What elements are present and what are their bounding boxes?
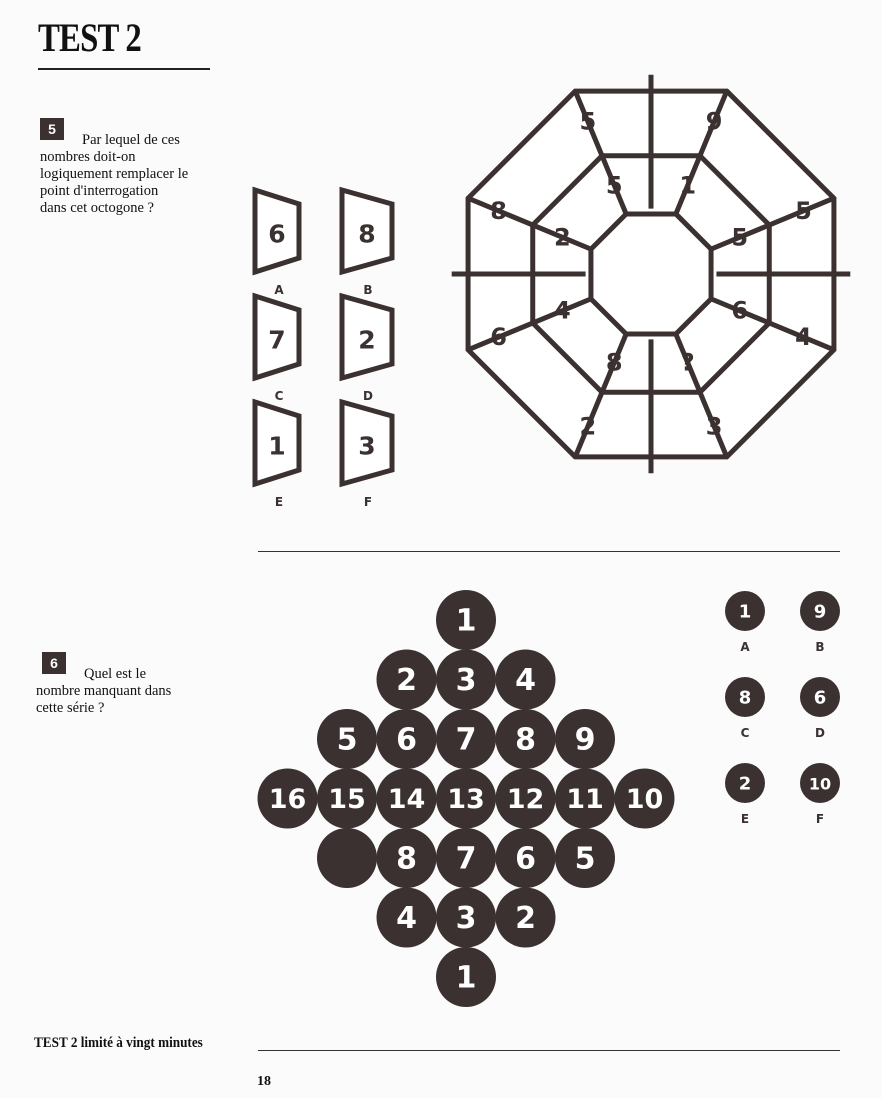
option-d[interactable] [342, 296, 392, 403]
circle-shape [317, 828, 377, 888]
option-e[interactable] [255, 402, 299, 509]
time-limit-label: TEST 2 limité à vingt minutes [34, 1035, 203, 1051]
number-circle [436, 590, 496, 650]
option-value: 2 [738, 773, 752, 795]
octagon-puzzle [452, 75, 851, 474]
octagon-outer-number: 5 [795, 196, 812, 225]
number-circle [436, 947, 496, 1007]
octagon-inner-number: 2 [553, 223, 571, 252]
option-letter: D [815, 726, 825, 740]
number-circle [555, 709, 615, 769]
option-letter: A [274, 283, 284, 297]
number-circle [436, 769, 496, 829]
number-circle [496, 650, 556, 710]
question-6-line: nombre manquant dans [36, 683, 172, 699]
option-value: 7 [268, 325, 286, 355]
number-circle [377, 888, 437, 948]
option-letter: E [740, 812, 750, 826]
page-title: TEST 2 [38, 15, 141, 60]
circle-number: 3 [455, 663, 477, 698]
option-d[interactable] [800, 677, 840, 740]
option-value: 8 [358, 219, 376, 249]
option-letter: A [740, 640, 750, 654]
option-letter: C [740, 726, 750, 740]
number-circle [436, 650, 496, 710]
octagon-outer-number: 2 [579, 412, 597, 441]
option-value: 1 [268, 431, 286, 461]
circle-number: 11 [566, 784, 604, 815]
option-value: 9 [813, 601, 827, 623]
octagon-outer-number: 8 [490, 196, 507, 225]
footer-divider [258, 1050, 840, 1051]
question-6-options [725, 591, 840, 826]
circle-number: 13 [447, 784, 485, 815]
circle-number: 6 [515, 841, 536, 877]
number-circle [436, 888, 496, 948]
option-a[interactable] [255, 190, 299, 297]
question-6-line: Quel est le [84, 666, 147, 682]
number-circle [555, 769, 615, 829]
option-f[interactable] [800, 763, 840, 826]
option-letter: B [815, 640, 825, 654]
number-circle [496, 888, 556, 948]
circle-number: 15 [328, 784, 366, 815]
option-value: 1 [738, 601, 752, 623]
option-letter: B [363, 283, 373, 297]
circle-number: 6 [396, 722, 417, 758]
octagon-inner-number: 4 [553, 296, 571, 325]
option-value: 8 [738, 687, 752, 709]
question-6-line: cette série ? [36, 700, 105, 716]
circle-number: 9 [574, 722, 596, 758]
question-5-line: dans cet octogone ? [40, 200, 154, 216]
circle-number: 2 [396, 663, 417, 698]
octagon-outer-number: 5 [579, 107, 597, 136]
question-5-options [255, 190, 392, 509]
circle-number: 3 [455, 901, 477, 936]
number-circle [436, 709, 496, 769]
section-divider [258, 551, 840, 552]
question-mark: ? [680, 348, 695, 377]
circle-number: 5 [336, 722, 358, 758]
question-5-line: Par lequel de ces [82, 132, 180, 148]
number-circle [496, 709, 556, 769]
option-value: 2 [358, 325, 376, 355]
page-number: 18 [257, 1074, 271, 1089]
circle-number: 8 [396, 841, 417, 877]
question-6-figure [0, 560, 882, 1030]
number-circle [377, 650, 437, 710]
number-circle [317, 769, 377, 829]
option-f[interactable] [342, 402, 392, 509]
octagon-outer-number: 4 [795, 323, 812, 352]
number-circle [317, 709, 377, 769]
circle-number: 12 [506, 784, 545, 815]
number-circle-grid [258, 590, 675, 1007]
octagon-inner-number: 5 [731, 223, 749, 252]
option-letter: E [274, 495, 284, 509]
octagon-outer-number: 9 [705, 107, 723, 136]
number-circle [496, 828, 556, 888]
number-circle [377, 769, 437, 829]
octagon-outer-number: 3 [705, 412, 723, 441]
option-e[interactable] [725, 763, 765, 826]
circle-number: 7 [455, 722, 477, 758]
number-circle [377, 828, 437, 888]
question-5-line: point d'interrogation [40, 183, 159, 199]
number-circle [436, 828, 496, 888]
option-value: 3 [358, 431, 376, 461]
number-circle [377, 709, 437, 769]
option-letter: D [363, 389, 373, 403]
octagon-outer-number: 6 [490, 323, 507, 352]
option-b[interactable] [342, 190, 392, 297]
number-circle [615, 769, 675, 829]
option-letter: F [363, 495, 373, 509]
circle-number: 4 [515, 663, 536, 698]
circle-number: 1 [455, 960, 477, 996]
question-6-number: 6 [42, 652, 66, 674]
question-5-line: logiquement remplacer le [40, 166, 189, 182]
number-circle [258, 769, 318, 829]
circle-number: 2 [515, 901, 536, 936]
octagon-inner-number: 1 [679, 171, 697, 200]
option-value: 6 [813, 687, 827, 709]
circle-number: 8 [515, 722, 536, 758]
option-c[interactable] [255, 296, 299, 403]
circle-number: 16 [268, 784, 307, 815]
circle-number: 10 [625, 784, 664, 815]
octagon-inner-number: 6 [731, 296, 749, 325]
circle-number: 5 [574, 841, 596, 877]
octagon-inner-number: 8 [605, 348, 623, 377]
missing-number-circle [317, 828, 377, 888]
option-c[interactable] [725, 677, 765, 740]
octagon-inner-number: 5 [605, 171, 623, 200]
number-circle [555, 828, 615, 888]
option-value: 10 [808, 774, 832, 794]
circle-number: 14 [387, 784, 426, 815]
question-5-line: nombres doit-on [40, 149, 136, 165]
option-letter: F [815, 812, 825, 826]
option-b[interactable] [800, 591, 840, 654]
number-circle [496, 769, 556, 829]
option-a[interactable] [725, 591, 765, 654]
option-letter: C [274, 389, 284, 403]
question-5-number: 5 [40, 118, 64, 140]
circle-number: 1 [455, 603, 477, 639]
circle-number: 7 [455, 841, 477, 877]
circle-number: 4 [396, 901, 417, 936]
option-value: 6 [268, 219, 286, 249]
